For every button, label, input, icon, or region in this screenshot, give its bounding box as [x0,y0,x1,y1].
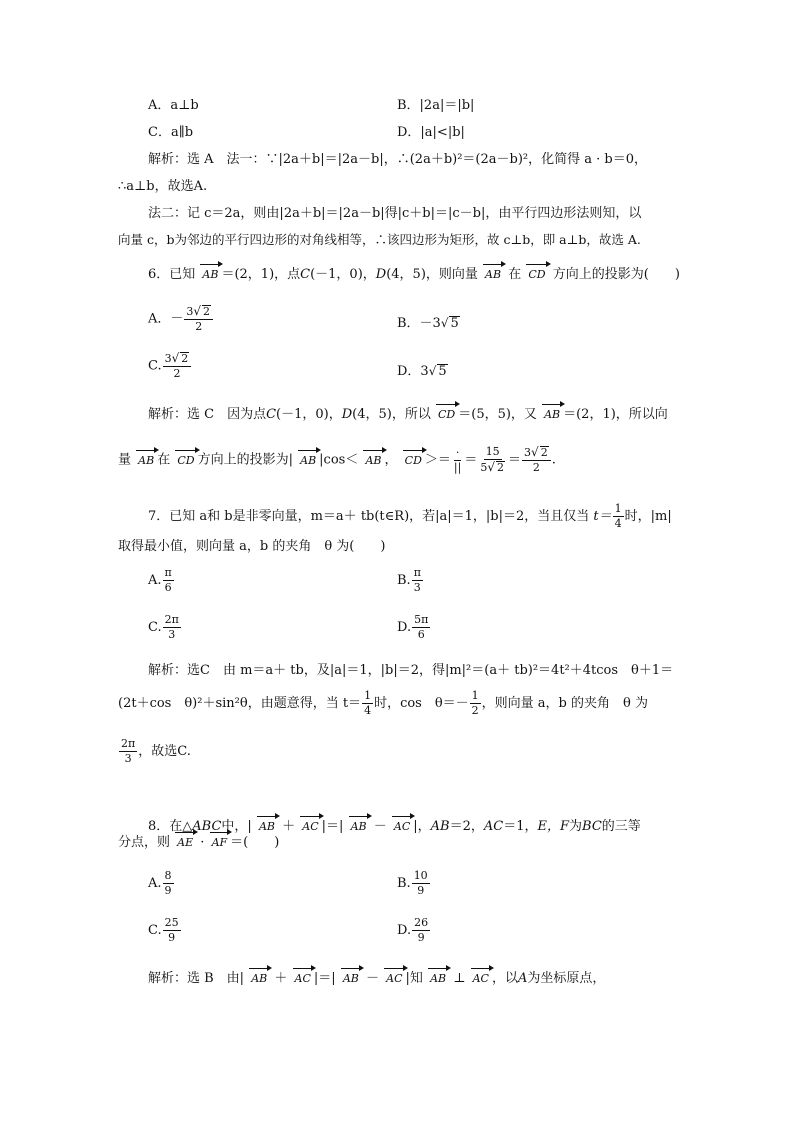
q7-option-d [397,614,431,641]
q7-stem-line-1 [148,503,672,530]
point-d: D [341,407,353,422]
option-label: A. [148,876,162,892]
frac-num: 26 [412,917,430,931]
q5-solution-line-1: 解析：选 A 法一：∵|2a＋b|＝|2a－b|，∴(2a＋b)²＝(2a－b)²，化简得 a · b＝0， [148,152,647,167]
stem-text: 分点，则 [118,835,171,850]
fraction [452,447,463,474]
frac-num: π [163,567,174,581]
solution-text: (4，5)，所以 [352,407,431,422]
stem-text: |， [413,819,431,834]
vector-ac: AC [292,973,314,984]
frac-den: 2 [195,320,203,334]
vector-ab: AB [256,821,278,832]
option-text: B．－3 [397,316,441,331]
q8-option-d [397,917,431,944]
vector-cd: CD [525,269,548,280]
option-label: A. [148,573,162,589]
stem-text: 时，|m| [624,509,672,525]
solution-text: . [551,452,556,468]
vector-cd: CD [435,409,458,420]
vector-ab: AB [541,409,563,420]
vector-ae: AE [174,837,196,848]
solution-text: ＞＝ [424,452,451,468]
fraction [412,917,430,944]
fraction [362,690,373,717]
frac-den: 6 [417,628,425,642]
fraction: $\frac{15}{5√ 2}$ [480,445,505,475]
frac-num: 1 [362,690,373,704]
q6-stem-text: 6．已知 [148,267,196,282]
stem-text: 为 [569,819,583,834]
vector-ac: AC [299,821,321,832]
frac-num: 1 [613,503,624,517]
frac-num: 2π [119,738,137,752]
frac-num: · [454,447,462,461]
vector-af: AF [209,837,231,848]
solution-text: 量 [118,452,132,468]
fraction: $\frac{3√ 2}{2}$ [184,305,213,333]
vector-ab: AB [340,973,362,984]
radicand: 2 [497,461,505,475]
solution-text: |知 [405,971,423,986]
frac-den: 5 [480,461,488,475]
frac-den: 3 [413,581,421,595]
stem-text: ＝1， [503,819,538,834]
frac-den: 3 [124,752,132,766]
q6-option-c [148,352,192,380]
q6-stem-text: (－1，0)， [310,267,376,282]
frac-den: 4 [364,704,372,718]
fraction [163,917,181,944]
option-label: D. [397,620,412,636]
frac-den: 9 [168,931,176,945]
vector-cd: CD [174,455,197,466]
q5-solution-line-4: 向量 c，b为邻边的平行四边形的对角线相等，∴该四边形为矩形，故 c⊥b，即 a⊥b，故选 A. [118,232,641,247]
solution-text: ，则向量 a，b 的夹角 θ 为 [481,696,648,712]
stem-text: 7．已知 a和 b是非零向量，m＝a＋ tb(t∈R)，若|a|＝1，|b|＝2，当且仅当 [148,509,590,525]
q8-solution-line-1 [148,972,605,985]
frac-den: 2 [471,704,479,718]
q5-option-d: D．|a|<|b| [397,125,465,140]
stem-text: t＝ [593,509,612,525]
fraction [119,738,137,765]
option-label: C. [148,620,162,636]
q8-stem-line-2 [118,836,279,849]
stem-text: |＝| [321,819,344,834]
solution-text: ， [384,452,398,468]
q7-solution-line-2 [118,690,648,717]
solution-text: A [518,971,528,986]
q8-option-c [148,917,182,944]
stem-text: AB [430,819,450,834]
q6-stem [148,268,680,281]
option-text: D．3 [397,364,429,379]
point-c: C [266,407,277,422]
stem-text: ＝2， [449,819,484,834]
vector-ab: AB [482,269,504,280]
vector-ab: AB [199,269,221,280]
option-label: B. [397,573,411,589]
solution-text: 解析：选 B 由| [148,971,245,986]
radicand: 2 [181,352,189,365]
vector-ab: AB [248,973,270,984]
solution-text: ＝ [464,452,478,468]
q6-solution-line-1 [148,408,668,421]
triangle-name: ABC [192,819,222,834]
q8-option-a [148,870,175,897]
frac-num: 10 [412,870,430,884]
option-label: D. [397,923,412,939]
frac-den: 2 [173,367,181,381]
fraction [470,690,481,717]
frac-num: 5π [412,614,430,628]
frac-num: 15 [484,446,502,460]
stem-text: 的三等 [601,819,641,834]
solution-text: 方向上的投影为| [197,452,293,468]
stem-text: AC [483,819,504,834]
radicand: 2 [540,446,548,459]
q6-option-d: D．3√ 5 [397,364,447,379]
q7-option-a [148,567,175,594]
radicand: 5 [450,316,459,331]
frac-num: π [412,567,423,581]
q6-stem-text: 方向上的投影为( ) [552,267,680,282]
stem-text: BC [582,819,602,834]
q5-option-b: B．|2a|＝|b| [397,98,475,113]
vector-ab: AB [427,973,449,984]
solution-text: 为坐标原点， [527,971,606,986]
solution-text: 时，cos θ＝－ [374,696,469,712]
solution-text: ，故选C. [138,744,191,760]
q7-solution-line-3 [118,738,191,765]
fraction [163,567,174,594]
vector-ab: AB [362,455,384,466]
solution-text: ＝(5，5)，又 [458,407,537,422]
stem-text: · [200,835,205,850]
solution-text: 在 [157,452,171,468]
fraction [613,503,624,530]
frac-den: 2 [532,461,540,475]
frac-den: 6 [164,581,172,595]
frac-num: 25 [163,917,181,931]
solution-text: ＋ [274,971,288,986]
vector-ac: AC [391,821,413,832]
solution-text: － [366,971,380,986]
vector-cd: CD [402,455,425,466]
stem-text: ＋ [282,819,296,834]
q5-solution-line-3: 法二：记 c＝2a，则由|2a＋b|＝|2a－b|得|c＋b|＝|c－b|，由平行四边形法则知，以 [148,206,642,221]
frac-den: || [453,460,462,474]
solution-text: 解析：选 C 因为点 [148,407,267,422]
vector-ab: AB [135,455,157,466]
q5-option-c: C．a∥b [148,125,194,140]
q6-stem-text: (4，5)，则向量 [386,267,478,282]
frac-num: 3 [524,446,532,459]
vector-ab: AB [297,455,319,466]
stem-text: 中，| [221,819,252,834]
option-label: A．－ [148,311,184,327]
point-d: D [375,267,387,282]
frac-den: 9 [417,931,425,945]
frac-num: 1 [470,690,481,704]
vector-ac: AC [470,973,492,984]
solution-text: |＝| [313,971,336,986]
q6-solution-line-2 [118,446,556,474]
q6-option-a [148,305,214,333]
solution-text: ＝ [508,452,522,468]
q7-option-c [148,614,182,641]
radicand: 5 [438,364,447,379]
fraction: $\frac{3√ 2}{2}$ [522,446,551,474]
stem-text: 8．在△ [148,819,193,834]
solution-text: |cos＜ [319,452,359,468]
solution-text: ＝(2，1)，所以向 [563,407,668,422]
frac-den: 9 [164,884,172,898]
fraction [412,614,430,641]
solution-text: ，以 [491,971,518,986]
fraction [412,870,430,897]
q6-stem-text: 在 [508,267,522,282]
fraction [163,870,174,897]
vector-ac: AC [383,973,405,984]
frac-num: 8 [163,870,174,884]
q7-solution-line-1: 解析：选C 由 m＝a＋ tb，及|a|＝1，|b|＝2，得|m|²＝(a＋ tb)²＝4t²＋4tcos θ＋1＝ [148,663,674,678]
stem-text: － [373,819,387,834]
q6-option-b: B．－3√ 5 [397,316,459,331]
frac-den: 9 [417,884,425,898]
q5-option-a: A．a⊥b [148,98,199,113]
frac-num: 3 [164,352,172,365]
stem-text: E，F [537,819,570,834]
radicand: 2 [203,305,211,318]
solution-text: (2t＋cos θ)²＋sin²θ，由题意得，当 t＝ [118,696,362,712]
option-label: C. [148,923,162,939]
vector-ab: AB [348,821,370,832]
option-label: B. [397,876,411,892]
stem-text: ＝( ) [230,835,280,850]
fraction [163,614,181,641]
q6-stem-text: ＝(2，1)，点 [221,267,301,282]
frac-num: 2π [163,614,181,628]
fraction [412,567,423,594]
solution-text: (－1，0)， [276,407,342,422]
q7-stem-line-2: 取得最小值，则向量 a，b 的夹角 θ 为( ) [118,539,386,554]
q5-solution-line-2: ∴a⊥b，故选A. [118,179,208,194]
fraction: $\frac{3√ 2}{2}$ [163,352,192,380]
frac-num: 3 [186,305,194,318]
option-label: C. [148,358,162,374]
q8-option-b [397,870,431,897]
solution-text: ⊥ [453,971,466,986]
q7-option-b [397,567,424,594]
frac-den: 4 [614,517,622,531]
frac-den: 3 [168,628,176,642]
point-c: C [300,267,311,282]
